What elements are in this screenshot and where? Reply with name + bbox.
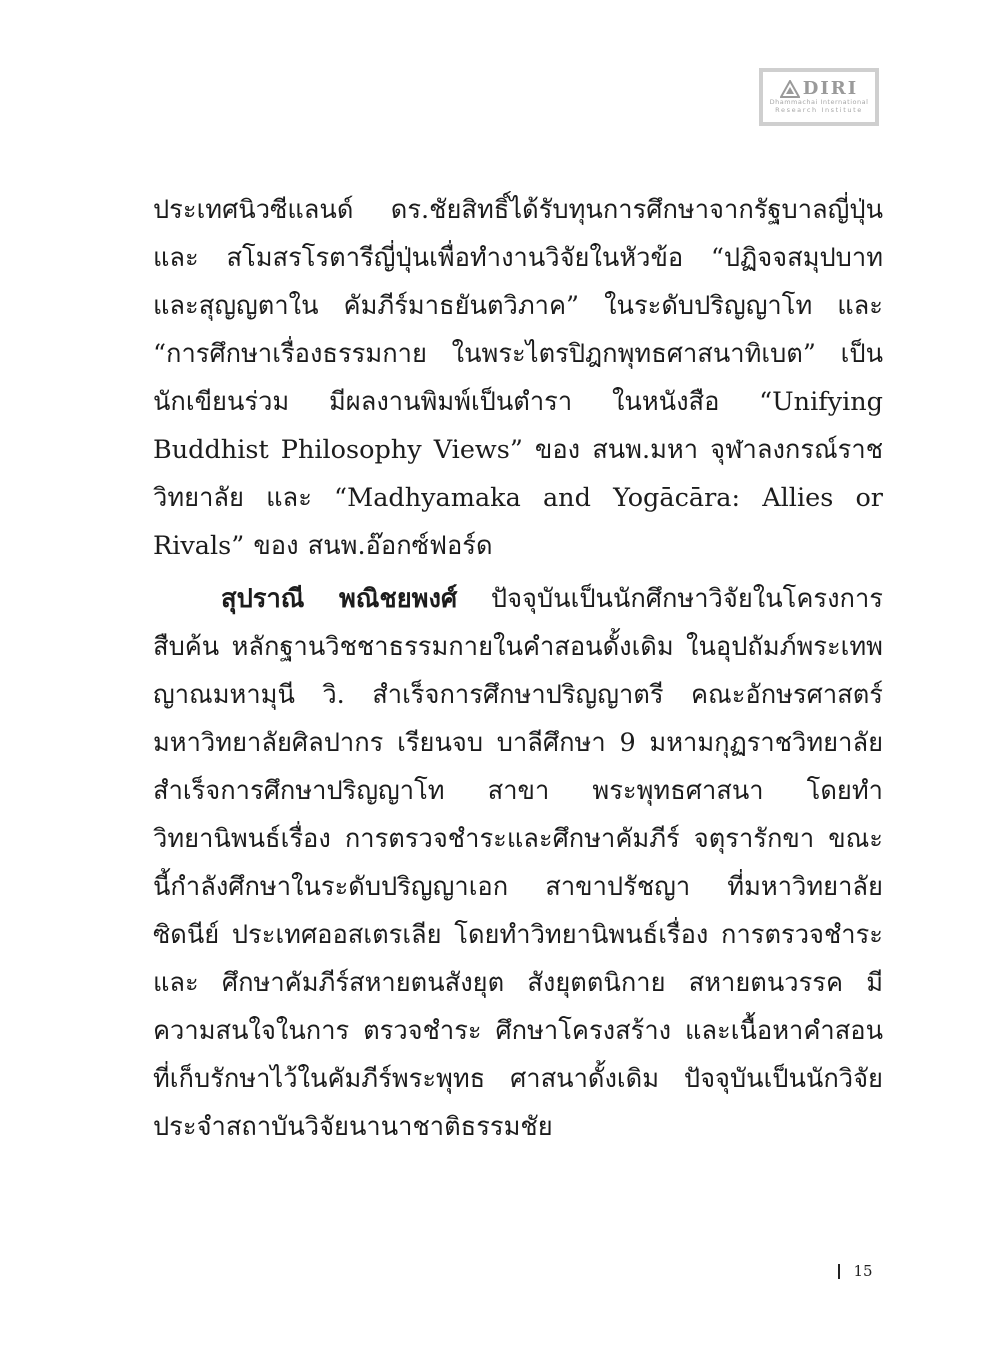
text-line: บาลีศึกษา 9 มหามกุฏราชวิทยาลัย สำเร็จการศึกษาปริญญาโท สาขา — [153, 728, 884, 806]
page-footer — [838, 1262, 873, 1280]
text-line: จตุรารักขา ขณะนี้กำลังศึกษาในระดับปริญญาเอก สาขาปรัชญา ที่มหาวิทยาลัย — [153, 824, 883, 902]
text-line: ตรวจชำระ ศึกษาโครงสร้าง และเนื้อหาคำสอนที่เก็บรักษาไว้ในคัมภีร์พระพุทธ — [153, 1016, 884, 1094]
footer-divider — [838, 1264, 840, 1279]
text-line: ในพระไตรปิฎกพุทธศาสนาทิเบต” เป็นนักเขียนร่วม มีผลงานพิมพ์เป็นตำรา — [153, 339, 883, 417]
paragraph-biography-2 — [153, 575, 883, 1151]
author-name: สุปราณี พณิชยพงศ์ — [221, 584, 458, 614]
logo-top-row — [780, 80, 858, 98]
diri-logo — [759, 68, 879, 126]
text-line: สโมสรโรตารีญี่ปุ่นเพื่อทำงานวิจัยในหัวข้อ “ปฏิจจสมุปบาทและสุญญตาใน — [153, 243, 884, 321]
paragraph-biography-1 — [153, 186, 883, 570]
text-line: ศาสนาดั้งเดิม ปัจจุบันเป็นนักวิจัยประจำสถาบันวิจัยนานาชาติธรรมชัย — [153, 1064, 883, 1142]
logo-subtitle-line1: Dhammachai International — [769, 98, 869, 106]
text-line: จุฬาลงกรณ์ราชวิทยาลัย และ “Madhyamaka and Yogācāra: Allies or — [153, 435, 884, 513]
text-line: ประเทศนิวซีแลนด์ ดร.ชัยสิทธิ์ได้รับทุนการศึกษาจากรัฐบาลญี่ปุ่นและ — [153, 195, 883, 273]
text-line: ซิดนีย์ ประเทศออสเตรเลีย โดยทำวิทยานิพนธ์เรื่อง การตรวจชำระและ — [153, 920, 883, 998]
page-number: 15 — [853, 1262, 873, 1280]
text-line: พระพุทธศาสนา โดยทำวิทยานิพนธ์เรื่อง การตรวจชำระและศึกษาคัมภีร์ — [153, 776, 883, 854]
text-line: Rivals” ของ สนพ.อ๊อกซ์ฟอร์ด — [153, 531, 493, 561]
text-line: ศึกษาคัมภีร์สหายตนสังยุต สังยุตตนิกาย สหายตนวรรค มีความสนใจในการ — [153, 968, 883, 1046]
logo-name: DIRI — [802, 78, 859, 99]
page-body — [153, 186, 883, 1151]
text-line: คัมภีร์มาธยันตวิภาค” ในระดับปริญญาโท และ “การศึกษาเรื่องธรรมกาย — [153, 291, 883, 369]
text-line: ในหนังสือ “Unifying Buddhist Philosophy Views” ของ สนพ.มหา — [153, 387, 883, 465]
text-line: ปัจจุบันเป็นนักศึกษาวิจัยในโครงการสืบค้น — [153, 584, 883, 662]
logo-subtitle-line2: Research Institute — [775, 106, 863, 114]
text-line: สำเร็จการศึกษาปริญญาตรี คณะอักษรศาสตร์ มหาวิทยาลัยศิลปากร เรียนจบ — [153, 680, 883, 758]
diri-triangle-icon — [780, 80, 800, 98]
text-line: หลักฐานวิชชาธรรมกายในคำสอนดั้งเดิม ในอุปถัมภ์พระเทพญาณมหามุนี วิ. — [153, 632, 883, 710]
